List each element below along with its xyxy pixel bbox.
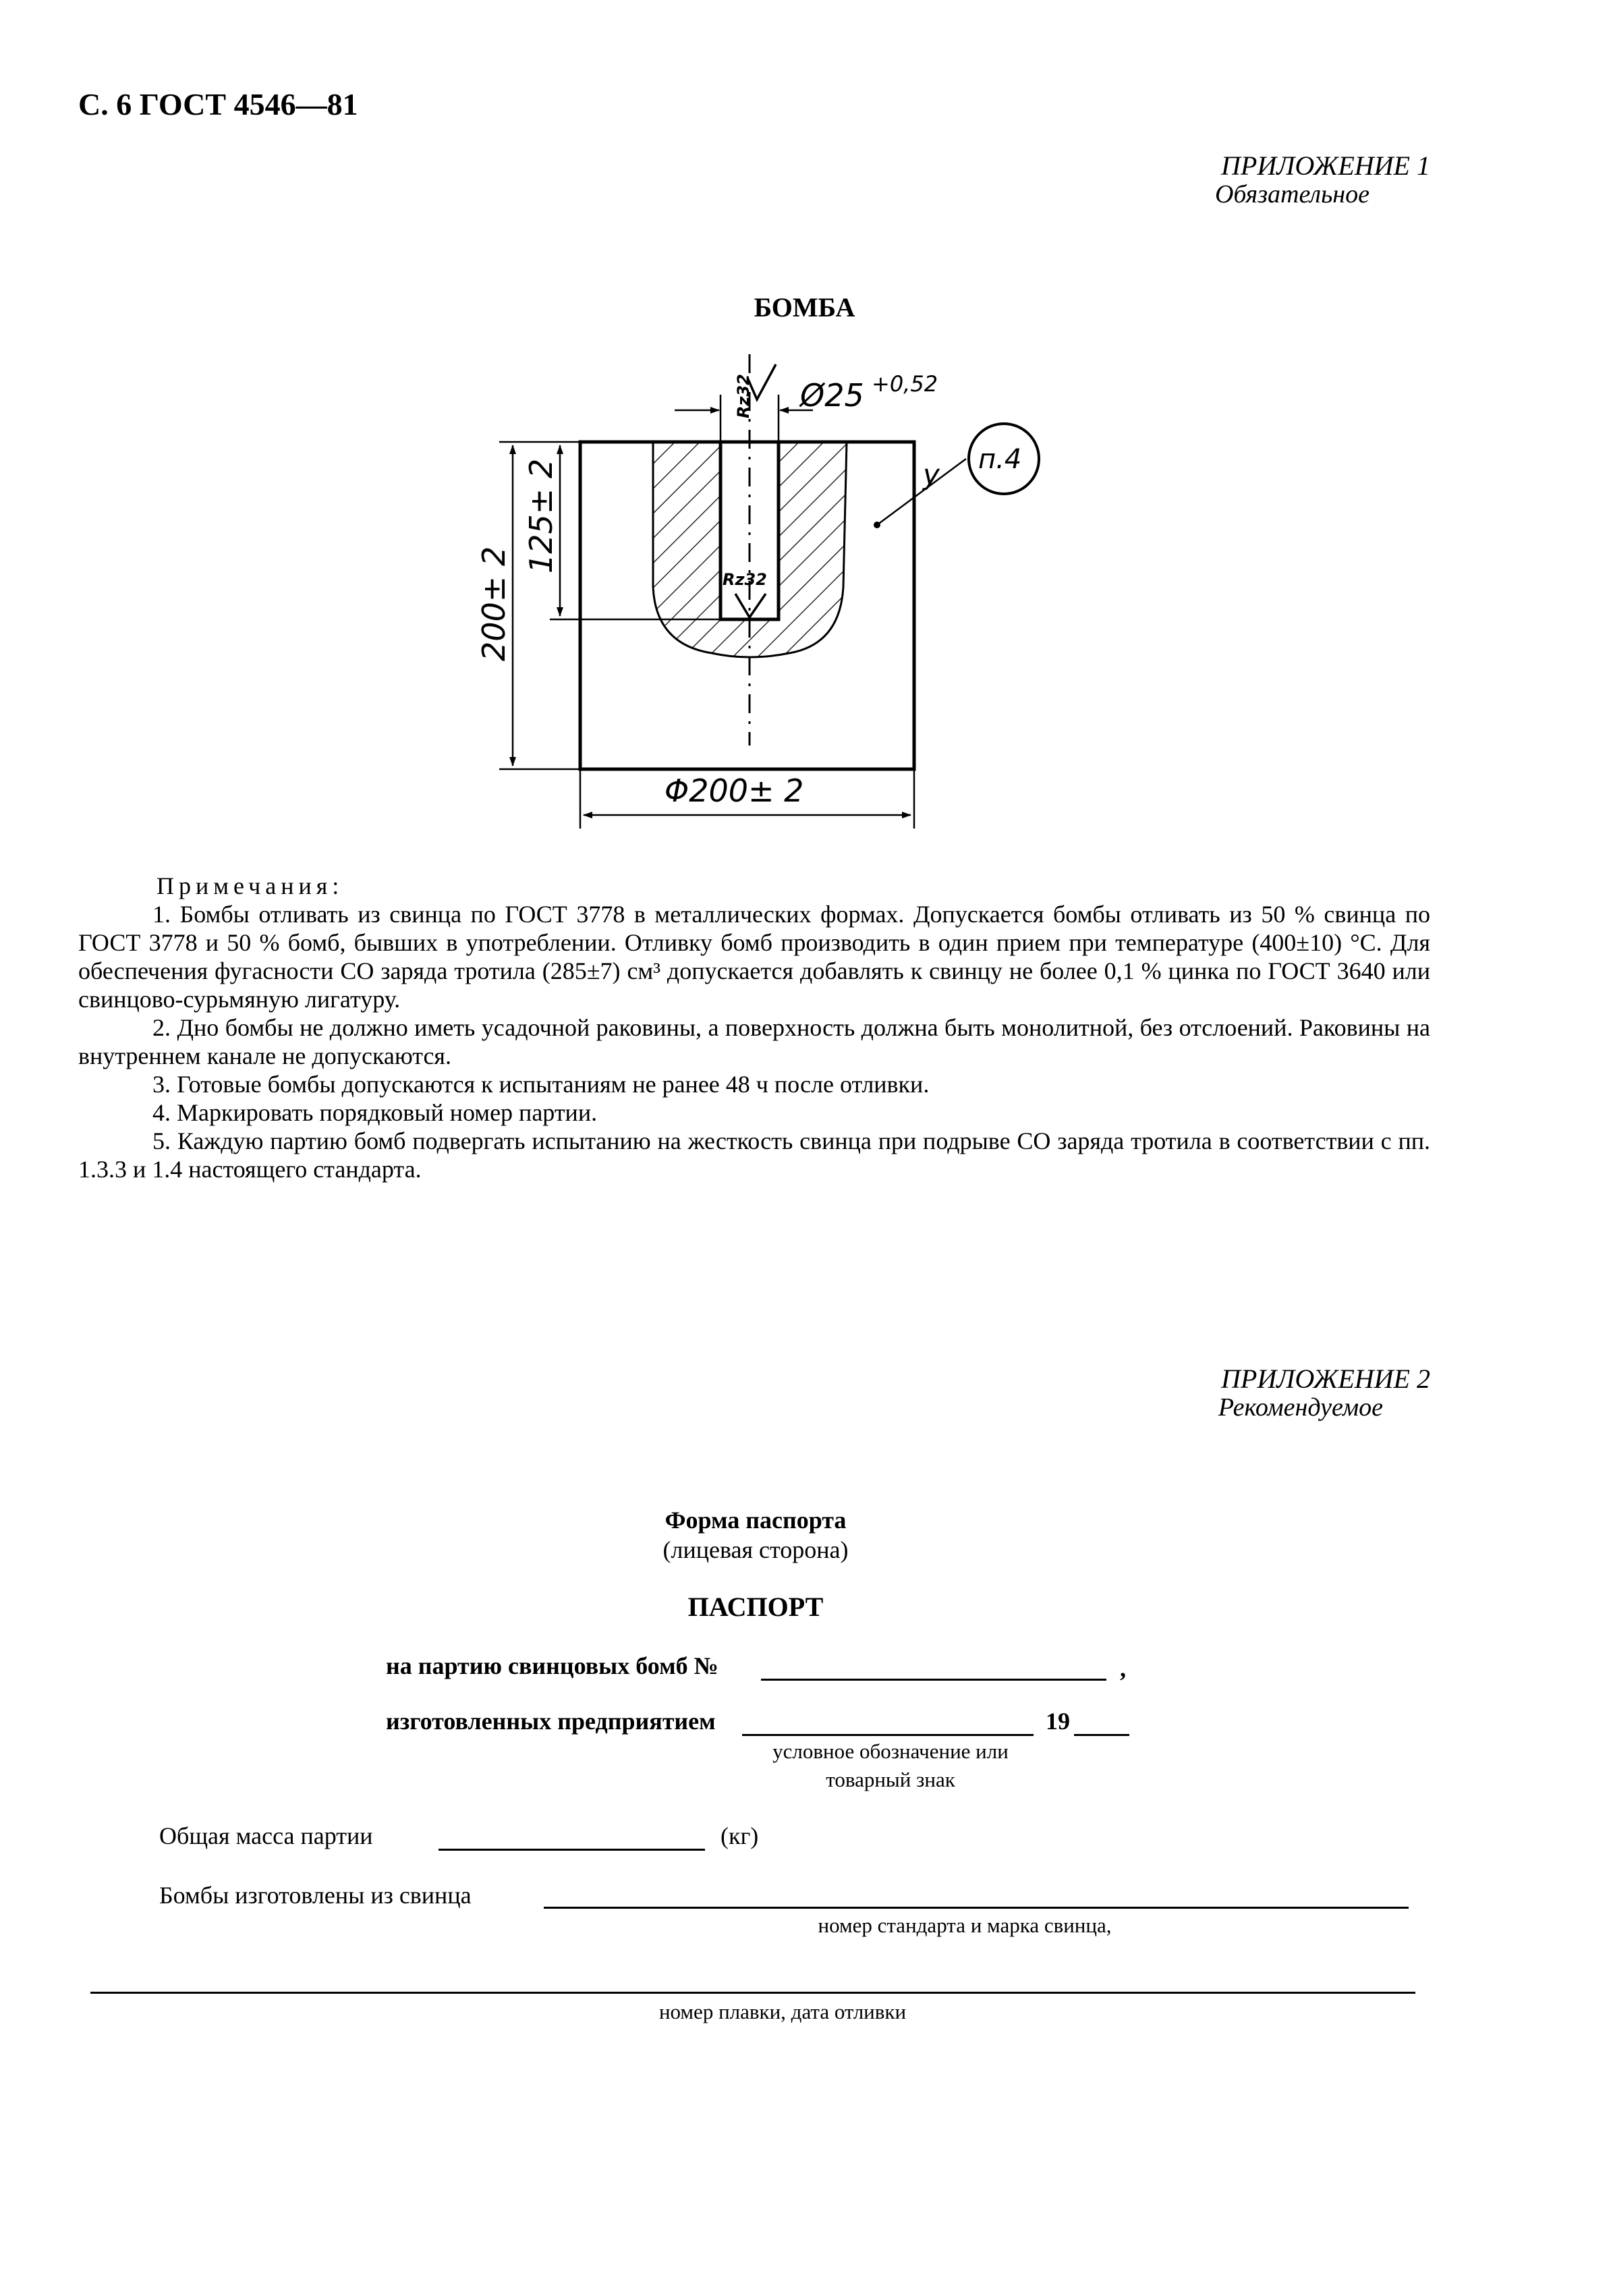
batch-number-field[interactable] [761, 1679, 1106, 1681]
manufacturer-caption-2: товарный знак [826, 1768, 955, 1791]
lead-source-caption: номер стандарта и марка свинца, [818, 1913, 1112, 1937]
note-item: 2. Дно бомбы не должно иметь усадочной раковины, а поверхность должна быть монолитной, без отслоений. Раковины на внутреннем канале не допускаются. [78, 1014, 1430, 1069]
dimension-diameter-label: Φ200± 2 [665, 773, 804, 809]
total-mass-unit: (кг) [721, 1822, 759, 1849]
roughness-top-label: Rz32 [734, 374, 753, 418]
note-item: 4. Маркировать порядковый номер партии. [152, 1099, 598, 1126]
passport-title: ПАСПОРТ [687, 1592, 824, 1622]
notes-title: Примечания: [157, 872, 344, 899]
surface-mark-label: у [923, 458, 940, 491]
lead-source-field[interactable] [544, 1907, 1409, 1909]
page-header: С. 6 ГОСТ 4546—81 [78, 87, 358, 121]
manufacturer-field[interactable] [742, 1734, 1034, 1736]
total-mass-label: Общая масса партии [159, 1822, 373, 1849]
melt-info-field[interactable] [90, 1992, 1415, 1994]
bomb-drawing [0, 0, 1609, 850]
manufacturer-caption-1: условное обозначение или [772, 1739, 1009, 1763]
roughness-bottom-label: Rz32 [723, 570, 767, 589]
figure-title: БОМБА [754, 292, 855, 323]
batch-number-comma: , [1120, 1655, 1126, 1682]
dimension-hole-label: Ø25 [800, 377, 864, 414]
year-prefix: 19 [1046, 1708, 1070, 1735]
melt-info-caption: номер плавки, дата отливки [658, 2000, 907, 2023]
total-mass-field[interactable] [439, 1849, 705, 1851]
dimension-hole-tolerance: +0,52 [872, 371, 938, 397]
appendix-2-status: Рекомендуемое [1218, 1393, 1383, 1422]
batch-number-label: на партию свинцовых бомб № [386, 1652, 718, 1679]
form-title: Форма паспорта [665, 1507, 847, 1534]
note-item: 3. Готовые бомбы допускаются к испытаниям не ранее 48 ч после отливки. [152, 1071, 930, 1098]
lead-source-label: Бомбы изготовлены из свинца [159, 1882, 472, 1909]
form-subtitle: (лицевая сторона) [662, 1536, 849, 1563]
dimension-depth-label: 125± 2 [523, 458, 559, 573]
reference-mark-label: п.4 [978, 444, 1022, 475]
note-item: 5. Каждую партию бомб подвергать испытанию на жесткость свинца при подрыве СО заряда тротила в соответствии с пп. 1.3.3 и 1.4 настоящего стандарта. [78, 1127, 1430, 1183]
manufacturer-label: изготовленных предприятием [386, 1708, 716, 1735]
dimension-height-label: 200± 2 [476, 546, 512, 661]
appendix-2-title: ПРИЛОЖЕНИЕ 2 [1221, 1364, 1430, 1394]
appendix-1-title: ПРИЛОЖЕНИЕ 1 [1221, 150, 1430, 181]
note-item: 1. Бомбы отливать из свинца по ГОСТ 3778 в металлических формах. Допускается бомбы отливать из 50 % свинца по ГОСТ 3778 и 50 % бомб, бывших в употреблении. Отливку бомб производить в один прием при температуре (400±10) °С. Для обеспечения фугасности СО заряда тротила (285±7) см³ допускается добавлять к свинцу не более 0,1 % цинка по ГОСТ 3640 или свинцово-сурьмяную лигатуру. [78, 901, 1430, 1013]
notes-block [78, 872, 1430, 1183]
year-field[interactable] [1074, 1734, 1129, 1736]
appendix-1-status: Обязательное [1214, 180, 1370, 208]
